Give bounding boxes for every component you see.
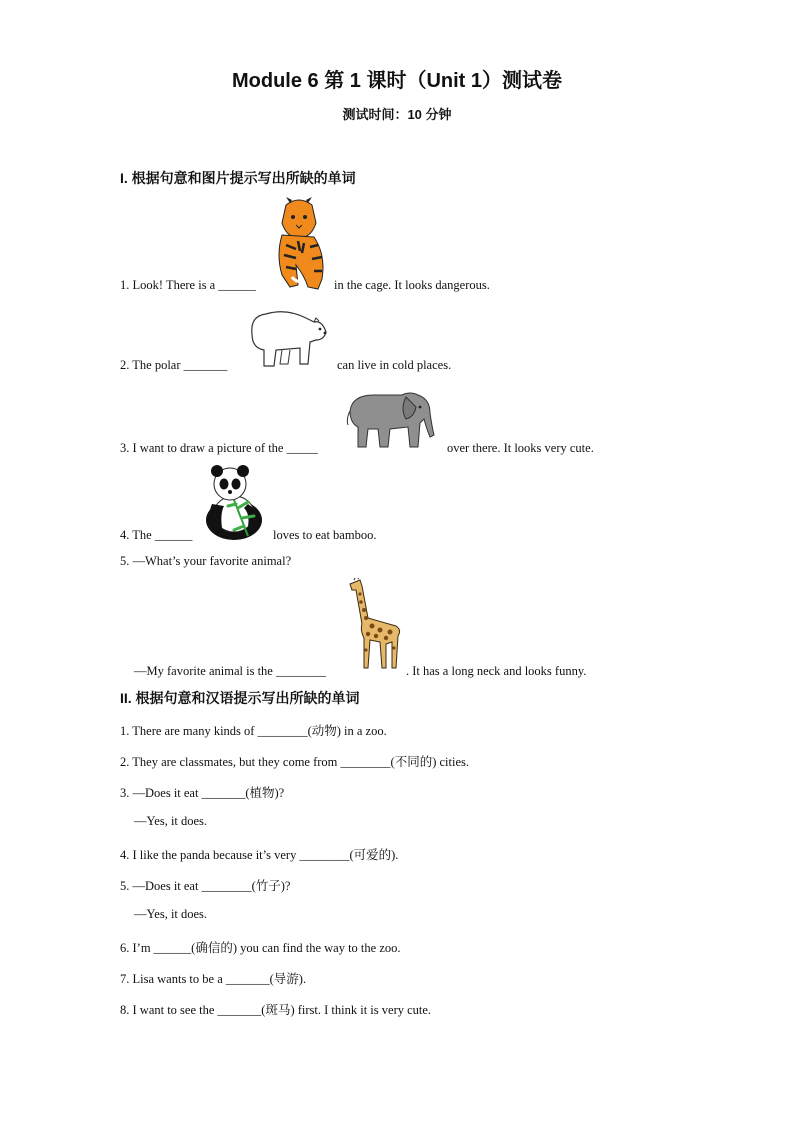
item-4-text: 4. The ______ bbox=[120, 528, 193, 542]
test-time: 测试时间：10 分钟 bbox=[342, 107, 452, 122]
section-2-item: 1. There are many kinds of ________(动物) in a zoo. bbox=[120, 724, 387, 738]
section-2-item: 3. —Does it eat _______(植物)? bbox=[120, 786, 285, 800]
panda-picture bbox=[200, 464, 270, 542]
section-2-item: 5. —Does it eat ________(竹子)? bbox=[120, 879, 291, 893]
tiger-picture bbox=[268, 195, 330, 291]
section-2-item: 2. They are classmates, but they come from ________(不同的) cities. bbox=[120, 755, 469, 769]
giraffe-picture bbox=[346, 578, 404, 672]
item-1-text-after: in the cage. It looks dangerous. bbox=[334, 278, 490, 292]
item-5-question: 5. —What’s your favorite animal? bbox=[120, 554, 292, 568]
item-1-text: 1. Look! There is a ______ bbox=[120, 278, 256, 292]
item-5-answer-after: . It has a long neck and looks funny. bbox=[406, 664, 587, 678]
item-2-text-after: can live in cold places. bbox=[337, 358, 452, 372]
item-2-text: 2. The polar _______ bbox=[120, 358, 228, 372]
item-3-text: 3. I want to draw a picture of the _____ bbox=[120, 441, 318, 455]
section-1-heading: I. 根据句意和图片提示写出所缺的单词 bbox=[120, 170, 356, 186]
section-2-item: 7. Lisa wants to be a _______(导游). bbox=[120, 972, 307, 986]
item-3-text-after: over there. It looks very cute. bbox=[447, 441, 594, 455]
item-5-answer: —My favorite animal is the ________ bbox=[134, 664, 326, 678]
section-2-item: 4. I like the panda because it’s very ________(可爱的). bbox=[120, 848, 399, 862]
page-title: Module 6 第 1 课时（Unit 1）测试卷 bbox=[231, 70, 563, 92]
item-4-text-after: loves to eat bamboo. bbox=[273, 528, 377, 542]
section-2-answer: —Yes, it does. bbox=[134, 907, 208, 921]
section-2-answer: —Yes, it does. bbox=[134, 814, 208, 828]
section-2-item: 6. I’m ______(确信的) you can find the way to the zoo. bbox=[120, 941, 401, 955]
section-2-item: 8. I want to see the _______(斑马) first. I think it is very cute. bbox=[120, 1003, 432, 1017]
section-2-heading: II. 根据句意和汉语提示写出所缺的单词 bbox=[120, 690, 360, 706]
elephant-picture bbox=[346, 389, 438, 451]
polar-bear-picture bbox=[246, 306, 328, 370]
